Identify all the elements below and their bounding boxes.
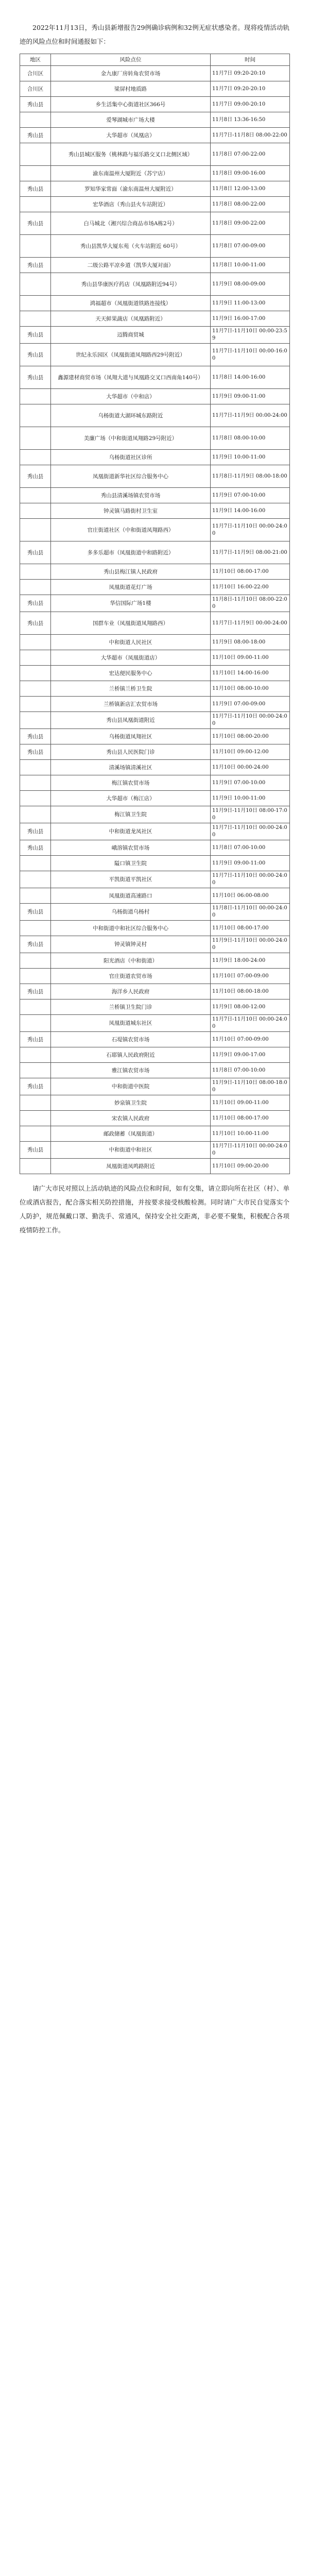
cell-time: 11月7日-11月10日 00:00-24:00: [211, 1142, 290, 1159]
cell-time: 11月10日 08:00-18:00: [211, 984, 290, 999]
cell-place: 白马城北（湘兴综合商品市场A栋2号）: [51, 212, 211, 235]
cell-area: [20, 296, 51, 311]
cell-area: 秀山县: [20, 212, 51, 235]
cell-time: 11月9日 10:00-11:00: [211, 450, 290, 465]
cell-place: 世纪永乐园区（凤凰街道凤翔路西29号附近）: [51, 344, 211, 366]
cell-time: 11月9日 07:00-10:00: [211, 775, 290, 791]
cell-area: 秀山县: [20, 97, 51, 112]
cell-area: 秀山县: [20, 366, 51, 389]
table-row: [20, 503, 290, 519]
cell-time: 11月8日 13:36-16:50: [211, 112, 290, 128]
cell-place: 凤凰街道花灯广场: [51, 580, 211, 595]
cell-area: [20, 806, 51, 823]
table-row: [20, 404, 290, 427]
table-row: [20, 871, 290, 888]
cell-time: 11月9日 07:00-09:00: [211, 697, 290, 712]
cell-time: 11月7日 09:20-20:10: [211, 81, 290, 97]
cell-time: 11月7日-11月10日 00:00-23:59: [211, 327, 290, 344]
header-time: 时间: [211, 54, 290, 66]
cell-place: 乡生活集中心街道社区366号: [51, 97, 211, 112]
cell-area: [20, 650, 51, 666]
cell-area: 秀山县: [20, 1142, 51, 1159]
cell-area: [20, 1047, 51, 1063]
cell-area: 秀山县: [20, 465, 51, 488]
table-row: [20, 427, 290, 450]
cell-place: 凤凰街道新华社区综合服务中心: [51, 465, 211, 488]
cell-time: 11月8日-11月10日 00:00-24:00: [211, 904, 290, 921]
table-row: [20, 258, 290, 273]
cell-time: 11月9日-11月10日 08:00-17:00: [211, 806, 290, 823]
cell-area: [20, 888, 51, 904]
table-row: [20, 389, 290, 404]
table-row: [20, 66, 290, 81]
table-row: [20, 81, 290, 97]
table-row: [20, 921, 290, 936]
table-row: [20, 1047, 290, 1063]
cell-time: 11月8日 07:00-10:00: [211, 1063, 290, 1078]
cell-place: 大华超市（凤凰街道店）: [51, 650, 211, 666]
cell-time: 11月8日 08:00-22:00: [211, 197, 290, 212]
table-row: [20, 823, 290, 840]
cell-area: [20, 1111, 51, 1126]
table-row: [20, 856, 290, 871]
cell-place: 二级公路平凉乡道（凯华大厦对面）: [51, 258, 211, 273]
intro-paragraph: 2022年11月13日，秀山县新增报告29例确诊病例和32例无症状感染者。现将疫情活动轨迹的风险点位和时间通报如下：: [20, 24, 289, 45]
table-row: [20, 166, 290, 181]
cell-place: 渝东南温州大厦附近（苏宁店）: [51, 166, 211, 181]
cell-place: 秀山县凯华大厦东苑（火车站附近 60号）: [51, 235, 211, 258]
cell-place: 天天鲜果蔬店（凤凰路附近）: [51, 311, 211, 327]
cell-place: 妙泉镇卫生院: [51, 1095, 211, 1111]
cell-place: 鸿福超市（凤凰街道铁路连接线）: [51, 296, 211, 311]
cell-area: [20, 166, 51, 181]
cell-time: 11月10日 09:00-20:00: [211, 1159, 290, 1174]
table-row: [20, 1063, 290, 1078]
table-row: [20, 1126, 290, 1142]
cell-area: [20, 1063, 51, 1078]
cell-time: 11月10日 09:00-12:00: [211, 744, 290, 760]
table-row: [20, 775, 290, 791]
table-row: [20, 366, 290, 389]
cell-place: 中和街道中和社区: [51, 1142, 211, 1159]
cell-time: 11月10日 14:00-16:00: [211, 666, 290, 681]
cell-area: [20, 197, 51, 212]
table-row: [20, 936, 290, 953]
cell-place: 钟灵镇马路街村卫生室: [51, 503, 211, 519]
cell-area: [20, 760, 51, 775]
cell-area: [20, 1159, 51, 1174]
table-row: [20, 1015, 290, 1032]
cell-area: [20, 112, 51, 128]
cell-area: 秀山县: [20, 541, 51, 564]
cell-area: [20, 856, 51, 871]
cell-area: 秀山县: [20, 128, 51, 143]
cell-area: [20, 503, 51, 519]
cell-area: 秀山县: [20, 936, 51, 953]
table-row: [20, 311, 290, 327]
cell-time: 11月10日 08:00-20:00: [211, 729, 290, 744]
cell-area: [20, 311, 51, 327]
cell-place: 钟灵镇钟灵村: [51, 936, 211, 953]
cell-area: [20, 389, 51, 404]
cell-time: 11月7日-11月8日 08:00-22:00: [211, 128, 290, 143]
cell-place: 中和街道人民社区: [51, 635, 211, 650]
cell-time: 11月10日 16:00-22:00: [211, 580, 290, 595]
table-row: [20, 760, 290, 775]
cell-area: [20, 235, 51, 258]
cell-place: 兰桥镇新店汇农贸市场: [51, 697, 211, 712]
cell-place: 梅江镇卫生院: [51, 806, 211, 823]
cell-time: 11月7日-11月10日 00:00-24:00: [211, 519, 290, 541]
cell-place: 宏达便民服务中心: [51, 666, 211, 681]
cell-area: [20, 635, 51, 650]
cell-time: 11月8日 09:00-22:00: [211, 212, 290, 235]
cell-place: 鑫源建材商贸市场（凤翔大道与凤凰路交叉口西南角140号）: [51, 366, 211, 389]
cell-time: 11月8日 07:00-10:00: [211, 840, 290, 856]
table-row: [20, 1078, 290, 1095]
cell-time: 11月9日 08:00-12:00: [211, 999, 290, 1015]
cell-place: 平凯街道平凯社区: [51, 871, 211, 888]
cell-place: 凤凰街道凤鸣路附近: [51, 1159, 211, 1174]
table-row: [20, 97, 290, 112]
cell-area: [20, 999, 51, 1015]
cell-area: [20, 666, 51, 681]
cell-area: [20, 580, 51, 595]
cell-time: 11月7日-11月9日 08:00-21:00: [211, 541, 290, 564]
table-row: [20, 806, 290, 823]
cell-area: 秀山县: [20, 258, 51, 273]
table-row: [20, 450, 290, 465]
cell-time: 11月7日-11月10日 00:00-24:00: [211, 823, 290, 840]
cell-area: [20, 953, 51, 969]
cell-time: 11月10日 08:00-17:00: [211, 1111, 290, 1126]
cell-place: 中和街道中医院: [51, 1078, 211, 1095]
table-row: [20, 580, 290, 595]
cell-place: 凤凰街道高速路口: [51, 888, 211, 904]
cell-time: 11月9日 11:00-13:00: [211, 296, 290, 311]
table-row: [20, 344, 290, 366]
cell-area: [20, 519, 51, 541]
cell-time: 11月7日 09:00-20:10: [211, 97, 290, 112]
cell-time: 11月10日 07:00-09:00: [211, 1032, 290, 1047]
cell-time: 11月10日 08:00-10:00: [211, 681, 290, 697]
cell-area: 秀山县: [20, 181, 51, 197]
table-row: [20, 197, 290, 212]
cell-time: 11月7日-11月10日 00:00-24:00: [211, 871, 290, 888]
cell-area: [20, 427, 51, 450]
cell-time: 11月10日 08:00-17:00: [211, 921, 290, 936]
cell-time: 11月9日 07:00-10:00: [211, 488, 290, 503]
cell-place: 华信国际广场1楼: [51, 595, 211, 612]
cell-area: 秀山县: [20, 327, 51, 344]
cell-place: 大华超市（梅江店）: [51, 791, 211, 806]
table-row: [20, 1032, 290, 1047]
cell-place: 大华超市（中和店）: [51, 389, 211, 404]
cell-time: 11月8日 12:00-13:00: [211, 181, 290, 197]
table-row: [20, 612, 290, 635]
cell-area: [20, 1015, 51, 1032]
cell-time: 11月9日 08:00-18:00: [211, 635, 290, 650]
cell-time: 11月9日 18:00-24:00: [211, 953, 290, 969]
table-row: [20, 791, 290, 806]
cell-area: [20, 969, 51, 984]
cell-area: [20, 681, 51, 697]
table-row: [20, 235, 290, 258]
table-row: [20, 1095, 290, 1111]
cell-place: 梅江镇农贸市场: [51, 775, 211, 791]
cell-time: 11月8日-11月10日 08:00-22:00: [211, 595, 290, 612]
cell-time: 11月8日 09:00-16:00: [211, 166, 290, 181]
cell-time: 11月9日-11月10日 08:00-18:00: [211, 1078, 290, 1095]
cell-area: [20, 564, 51, 580]
cell-area: 秀山县: [20, 344, 51, 366]
table-row: [20, 1159, 290, 1174]
cell-area: [20, 1095, 51, 1111]
cell-place: 宋农镇人民政府: [51, 1111, 211, 1126]
cell-area: [20, 143, 51, 166]
cell-area: 秀山县: [20, 612, 51, 635]
cell-time: 11月7日-11月10日 00:00-24:00: [211, 1015, 290, 1032]
cell-place: 罗知华家常面（渝东南温州大厦附近）: [51, 181, 211, 197]
cell-time: 11月10日 10:00-11:00: [211, 1126, 290, 1142]
table-row: [20, 488, 290, 503]
cell-area: [20, 450, 51, 465]
cell-area: [20, 775, 51, 791]
cell-time: 11月8日 07:00-09:00: [211, 235, 290, 258]
cell-place: 爱琴湖城市广场大楼: [51, 112, 211, 128]
table-row: [20, 112, 290, 128]
cell-place: 雅江镇农贸市场: [51, 1063, 211, 1078]
table-row: [20, 564, 290, 580]
cell-area: [20, 712, 51, 729]
cell-place: 迈腾商贸城: [51, 327, 211, 344]
cell-area: 秀山县: [20, 729, 51, 744]
cell-time: 11月8日 14:00-16:00: [211, 366, 290, 389]
cell-place: 清溪场镇清溪社区: [51, 760, 211, 775]
cell-area: 秀山县: [20, 984, 51, 999]
cell-place: 兰桥镇卫生院门诊: [51, 999, 211, 1015]
table-row: [20, 999, 290, 1015]
cell-time: 11月7日 09:20-20:10: [211, 66, 290, 81]
table-row: [20, 1142, 290, 1159]
cell-place: 石耶镇人民政府附近: [51, 1047, 211, 1063]
cell-time: 11月9日 10:00-11:00: [211, 791, 290, 806]
cell-time: 11月10日 09:00-11:00: [211, 650, 290, 666]
cell-place: 国群车业（凤凰街道凤翔路西）: [51, 612, 211, 635]
cell-time: 11月10日 07:00-09:00: [211, 969, 290, 984]
table-row: [20, 904, 290, 921]
cell-area: [20, 1126, 51, 1142]
table-row: [20, 595, 290, 612]
table-row: [20, 729, 290, 744]
table-row: [20, 465, 290, 488]
table-row: [20, 650, 290, 666]
table-row: [20, 128, 290, 143]
cell-place: 秀山县凤凰街道附近: [51, 712, 211, 729]
table-row: [20, 519, 290, 541]
cell-place: 乌杨街道凤翔社区: [51, 729, 211, 744]
cell-area: 秀山县: [20, 823, 51, 840]
cell-time: 11月8日 10:00-11:00: [211, 258, 290, 273]
cell-area: 合川区: [20, 81, 51, 97]
header-place: 风险点位: [51, 54, 211, 66]
table-row: [20, 984, 290, 999]
cell-place: 宏华酒店（秀山县火车站附近）: [51, 197, 211, 212]
cell-time: 11月9日 09:00-17:00: [211, 1047, 290, 1063]
table-body: [20, 66, 290, 1174]
cell-area: 秀山县: [20, 1032, 51, 1047]
cell-place: 官庄街道社区（中和街道凤翔路西）: [51, 519, 211, 541]
cell-place: 海洋乡人民政府: [51, 984, 211, 999]
outro-paragraph: 请广大市民对照以上活动轨迹的风险点位和时间，如有交集，请立即向所在社区（村）、单位或酒店报告，配合落实相关防控措施，并按要求接受核酸检测。同时请广大市民自觉落实个人防护，规范佩戴口罩、勤洗手、常通风，保持安全社交距离，非必要不聚集，积极配合各项疫情防控工作。: [20, 1184, 289, 1234]
cell-place: 多多乐超市（凤凰街道中和路附近）: [51, 541, 211, 564]
cell-time: 11月10日 08:00-17:00: [211, 564, 290, 580]
cell-area: 秀山县: [20, 904, 51, 921]
cell-place: 秀山县华康医疗药店（凤凰路附近94号）: [51, 273, 211, 296]
table-row: [20, 212, 290, 235]
cell-place: 乌杨街道大湖环城东路附近: [51, 404, 211, 427]
cell-time: 11月7日-11月9日 00:00-24:00: [211, 612, 290, 635]
cell-time: 11月10日 09:00-11:00: [211, 1095, 290, 1111]
table-header-row: [20, 54, 290, 66]
cell-time: 11月7日-11月10日 00:00-16:00: [211, 344, 290, 366]
cell-time: 11月9日-11月10日 00:00-24:00: [211, 936, 290, 953]
cell-time: 11月9日 09:00-11:00: [211, 856, 290, 871]
cell-area: 秀山县: [20, 840, 51, 856]
cell-area: 合川区: [20, 66, 51, 81]
table-row: [20, 681, 290, 697]
table-row: [20, 296, 290, 311]
table-row: [20, 840, 290, 856]
cell-time: 11月7日-11月10日 00:00-24:00: [211, 712, 290, 729]
cell-place: 大华超市（凤凰店）: [51, 128, 211, 143]
table-row: [20, 969, 290, 984]
table-row: [20, 181, 290, 197]
cell-area: [20, 273, 51, 296]
cell-place: 秀山县梅江镇人民政府: [51, 564, 211, 580]
cell-place: 石堤镇农贸市场: [51, 1032, 211, 1047]
table-row: [20, 273, 290, 296]
cell-place: 峨溶镇农贸市场: [51, 840, 211, 856]
cell-place: 金九康厂房转角农贸市场: [51, 66, 211, 81]
cell-place: 中和街道龙凤社区: [51, 823, 211, 840]
header-area: 地区: [20, 54, 51, 66]
cell-place: 乌杨街道社区诊所: [51, 450, 211, 465]
cell-area: [20, 921, 51, 936]
cell-area: [20, 404, 51, 427]
cell-place: 邮政储蓄（凤凰街道）: [51, 1126, 211, 1142]
cell-place: 隘口镇卫生院: [51, 856, 211, 871]
cell-place: 乌杨街道乌杨村: [51, 904, 211, 921]
table-row: [20, 635, 290, 650]
cell-place: 兰桥镇兰桥卫生院: [51, 681, 211, 697]
cell-place: 秀山县城区服务（桃林路与福乐路交叉口北侧区域）: [51, 143, 211, 166]
cell-time: 11月8日 07:00-22:00: [211, 143, 290, 166]
table-row: [20, 744, 290, 760]
table-row: [20, 666, 290, 681]
cell-area: [20, 697, 51, 712]
cell-place: 秀山县人民医院门诊: [51, 744, 211, 760]
cell-time: 11月9日 14:00-16:00: [211, 503, 290, 519]
cell-time: 11月8日-11月9日 08:00-18:00: [211, 465, 290, 488]
cell-time: 11月10日 06:00-08:00: [211, 888, 290, 904]
cell-area: 秀山县: [20, 595, 51, 612]
cell-time: 11月7日-11月9日 00:00-24:00: [211, 404, 290, 427]
cell-time: 11月9日 16:00-17:00: [211, 311, 290, 327]
cell-place: 官庄街道农贸市场: [51, 969, 211, 984]
table-row: [20, 327, 290, 344]
cell-time: 11月10日 00:00-24:00: [211, 760, 290, 775]
cell-area: 秀山县: [20, 1078, 51, 1095]
cell-time: 11月9日 09:00-11:00: [211, 389, 290, 404]
table-row: [20, 143, 290, 166]
cell-place: 美廉广场（中和街道凤翔路29号附近）: [51, 427, 211, 450]
cell-area: [20, 871, 51, 888]
cell-place: 梁屏村地质路: [51, 81, 211, 97]
table-row: [20, 541, 290, 564]
cell-area: [20, 791, 51, 806]
table-row: [20, 953, 290, 969]
table-row: [20, 712, 290, 729]
table-row: [20, 1111, 290, 1126]
cell-time: 11月8日 08:00-10:00: [211, 427, 290, 450]
table-row: [20, 697, 290, 712]
cell-area: [20, 488, 51, 503]
cell-place: 中和街道中和社区综合服务中心: [51, 921, 211, 936]
cell-area: 秀山县: [20, 744, 51, 760]
cell-place: 凤凰街道城东社区: [51, 1015, 211, 1032]
cell-place: 阳光酒店（中和街道）: [51, 953, 211, 969]
table-row: [20, 888, 290, 904]
cell-place: 秀山县清溪场镇农贸市场: [51, 488, 211, 503]
risk-location-table: [20, 54, 290, 1174]
cell-time: 11月9日 08:00-09:00: [211, 273, 290, 296]
